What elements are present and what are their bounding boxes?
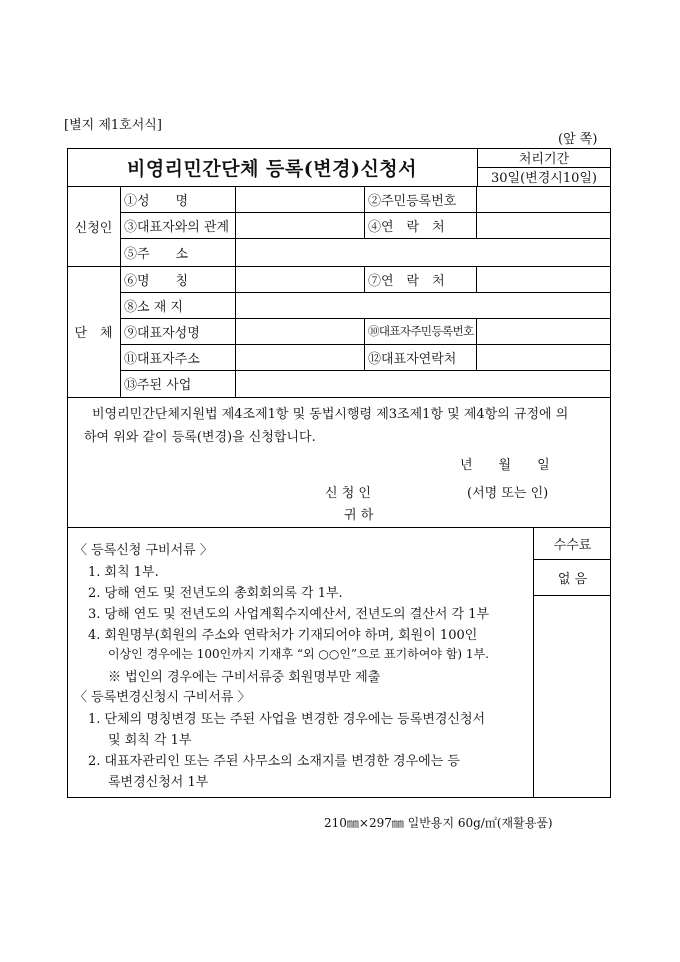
applicant-contact-label: ④연 락 처	[368, 219, 445, 235]
org-contact-label: ⑦연 락 처	[368, 273, 445, 289]
page-side-label: (앞 쪽)	[558, 132, 598, 147]
form-title: 비영리민간단체 등록(변경)신청서	[126, 157, 418, 180]
processing-period-label: 처리기간	[518, 152, 570, 167]
list-item: 2. 당해 연도 및 전년도의 총회회의록 각 1부.	[88, 586, 343, 601]
list-item: 1. 단체의 명칭변경 또는 주된 사업을 변경한 경우에는 등록변경신청서	[88, 712, 486, 727]
applicant-address-field[interactable]	[236, 238, 611, 266]
applicant-section-label: 신청인	[74, 220, 113, 236]
fee-label: 수수료	[553, 537, 592, 553]
paper-spec: 210㎜×297㎜ 일반용지 60g/㎡(재활용품)	[324, 816, 553, 830]
applicant-sign-label: 신 청 인	[325, 486, 371, 501]
list-item: 3. 당해 연도 및 전년도의 사업계획수지예산서, 전년도의 결산서 각 1부	[88, 607, 490, 622]
rep-address-field[interactable]	[236, 344, 364, 370]
addressee-label: 귀 하	[344, 508, 374, 523]
applicant-contact-field[interactable]	[477, 212, 611, 238]
main-business-field[interactable]	[236, 370, 611, 397]
rep-resident-number-field[interactable]	[477, 318, 611, 344]
divider	[67, 527, 611, 528]
org-location-label: ⑧소 재 지	[124, 299, 183, 315]
divider	[476, 266, 477, 292]
rep-contact-field[interactable]	[477, 344, 611, 370]
change-docs-heading: 〈 등록변경신청시 구비서류 〉	[74, 690, 251, 705]
applicant-address-label: ⑤주 소	[124, 246, 189, 262]
list-item: 이상인 경우에는 100인까지 기재후 “외 ○○인”으로 표기하여야 함) 1부.	[108, 647, 489, 661]
rep-contact-label: ⑫대표자연락처	[368, 351, 457, 367]
org-name-label: ⑥명 칭	[124, 273, 189, 289]
processing-period-value: 30일(변경시10일)	[490, 171, 598, 186]
signature-placeholder[interactable]: (서명 또는 인)	[467, 486, 549, 501]
applicant-name-field[interactable]	[236, 186, 364, 212]
rep-name-field[interactable]	[236, 318, 364, 344]
org-contact-field[interactable]	[477, 266, 611, 292]
registration-docs-heading: 〈 등록신청 구비서류 〉	[74, 543, 213, 558]
declaration-line-2: 하여 위와 같이 등록(변경)을 신청합니다.	[84, 430, 316, 445]
divider	[476, 186, 477, 238]
org-name-field[interactable]	[236, 266, 364, 292]
divider	[67, 397, 611, 398]
divider	[533, 595, 611, 596]
divider	[364, 266, 365, 292]
main-business-label: ⑬주된 사업	[124, 378, 192, 393]
applicant-relation-field[interactable]	[236, 212, 364, 238]
applicant-name-label: ①성 명	[124, 193, 189, 209]
list-item: 록변경신청서 1부	[108, 775, 209, 790]
list-item: 4. 회원명부(회원의 주소와 연락처가 기재되어야 하며, 회원이 100인	[88, 628, 478, 643]
form-number: [별지 제1호서식]	[64, 118, 162, 133]
rep-address-label: ⑪대표자주소	[124, 351, 200, 367]
rep-resident-number-label: ⑩대표자주민등록번호	[368, 324, 474, 338]
rep-name-label: ⑨대표자성명	[124, 325, 200, 341]
list-item: 1. 회칙 1부.	[88, 565, 159, 580]
divider	[364, 186, 365, 238]
fee-value: 없 음	[557, 571, 588, 587]
declaration-line-1: 비영리민간단체지원법 제4조제1항 및 동법시행령 제3조제1항 및 제4항의 규정에 의	[92, 407, 569, 422]
divider	[476, 318, 477, 370]
list-item: 및 회칙 각 1부	[108, 733, 192, 748]
application-date: 년 월 일	[460, 458, 550, 473]
applicant-resident-number-field[interactable]	[477, 186, 611, 212]
applicant-resident-number-label: ②주민등록번호	[368, 193, 457, 209]
org-location-field[interactable]	[236, 292, 611, 318]
applicant-relation-label: ③대표자와의 관계	[124, 219, 230, 235]
note-item: ※ 법인의 경우에는 구비서류중 회원명부만 제출	[108, 670, 381, 685]
list-item: 2. 대표자관리인 또는 주된 사무소의 소재지를 변경한 경우에는 등	[88, 754, 460, 769]
divider	[364, 318, 365, 370]
organization-section-label: 단 체	[74, 326, 113, 341]
